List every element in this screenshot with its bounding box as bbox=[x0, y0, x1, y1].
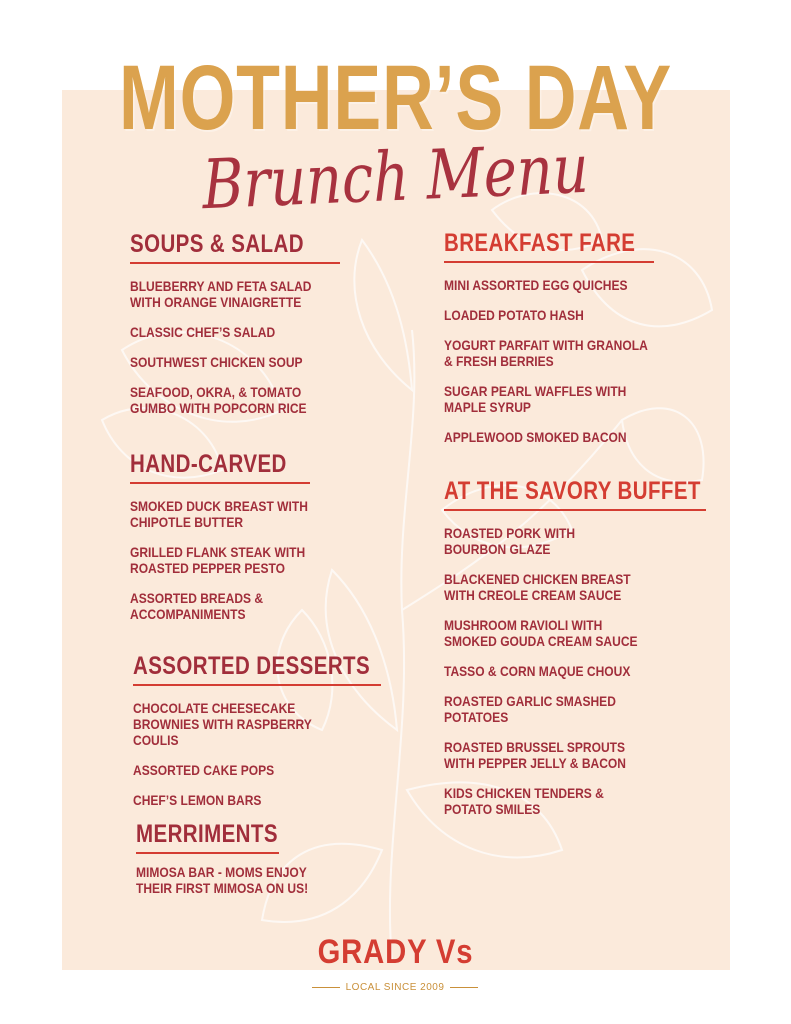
section-soups-salad bbox=[130, 230, 342, 430]
menu-item-line: SEAFOOD, OKRA, & TOMATO bbox=[130, 384, 302, 400]
menu-item-line: LOADED POTATO HASH bbox=[444, 307, 584, 323]
tagline-text: LOCAL SINCE 2009 bbox=[345, 982, 445, 993]
section-heading: ASSORTED DESSERTS bbox=[133, 652, 371, 680]
section-assorted-desserts bbox=[133, 652, 383, 822]
menu-item-line: ROASTED GARLIC SMASHED bbox=[444, 693, 616, 709]
menu-item bbox=[133, 792, 348, 808]
menu-item-line: GRILLED FLANK STEAK WITH bbox=[130, 544, 306, 560]
menu-item-line: POTATOES bbox=[444, 709, 509, 725]
menu-item-line: SOUTHWEST CHICKEN SOUP bbox=[130, 354, 303, 370]
menu-item bbox=[444, 337, 648, 369]
menu-item bbox=[444, 525, 671, 557]
menu-item-line: WITH PEPPER JELLY & BACON bbox=[444, 755, 626, 771]
menu-item-line: ROASTED PORK WITH bbox=[444, 525, 576, 541]
tagline-rule-left bbox=[312, 987, 340, 988]
restaurant-tagline bbox=[312, 982, 478, 993]
section-heading: SOUPS & SALAD bbox=[130, 230, 304, 258]
menu-item-line: GUMBO WITH POPCORN RICE bbox=[130, 400, 307, 416]
menu-item-line: APPLEWOOD SMOKED BACON bbox=[444, 429, 627, 445]
section-heading: MERRIMENTS bbox=[136, 820, 278, 848]
menu-item-line: ROASTED BRUSSEL SPROUTS bbox=[444, 739, 626, 755]
menu-item-line: BROWNIES WITH RASPBERRY bbox=[133, 716, 312, 732]
menu-item bbox=[130, 590, 287, 622]
section-divider bbox=[444, 509, 706, 511]
section-hand-carved bbox=[130, 450, 312, 636]
section-heading: HAND-CARVED bbox=[130, 450, 287, 478]
section-heading: AT THE SAVORY BUFFET bbox=[444, 477, 701, 505]
menu-item bbox=[444, 617, 671, 649]
menu-item-line: CLASSIC CHEF’S SALAD bbox=[130, 324, 276, 340]
menu-item-line: ASSORTED BREADS & bbox=[130, 590, 264, 606]
menu-item-line: BOURBON GLAZE bbox=[444, 541, 551, 557]
menu-item-line: MIMOSA BAR - MOMS ENJOY bbox=[136, 864, 307, 880]
section-merriments bbox=[136, 820, 309, 910]
menu-item bbox=[130, 354, 312, 370]
menu-item-line: CHOCOLATE CHEESECAKE bbox=[133, 700, 296, 716]
page-subtitle: Brunch Menu bbox=[201, 129, 590, 226]
menu-item bbox=[130, 498, 308, 530]
menu-item-line: SMOKED GOUDA CREAM SAUCE bbox=[444, 633, 638, 649]
section-divider bbox=[136, 852, 279, 854]
menu-item-line: ACCOMPANIMENTS bbox=[130, 606, 246, 622]
menu-item bbox=[444, 739, 671, 771]
menu-item-line: COULIS bbox=[133, 732, 179, 748]
menu-item bbox=[444, 383, 626, 415]
menu-item-line: THEIR FIRST MIMOSA ON US! bbox=[136, 880, 309, 896]
menu-item bbox=[130, 278, 312, 310]
menu-item-line: KIDS CHICKEN TENDERS & bbox=[444, 785, 604, 801]
section-divider bbox=[133, 684, 381, 686]
tagline-rule-right bbox=[450, 987, 478, 988]
menu-item-line: & FRESH BERRIES bbox=[444, 353, 554, 369]
menu-item-line: SMOKED DUCK BREAST WITH bbox=[130, 498, 308, 514]
menu-item bbox=[444, 785, 671, 817]
menu-item bbox=[444, 277, 626, 293]
menu-item-line: WITH ORANGE VINAIGRETTE bbox=[130, 294, 302, 310]
restaurant-logo: GRADY Vs bbox=[317, 933, 474, 971]
menu-item bbox=[444, 693, 671, 725]
menu-item-line: ROASTED PEPPER PESTO bbox=[130, 560, 286, 576]
menu-item-line: CHEF’S LEMON BARS bbox=[133, 792, 262, 808]
menu-item-line: ASSORTED CAKE POPS bbox=[133, 762, 275, 778]
menu-item-line: TASSO & CORN MAQUE CHOUX bbox=[444, 663, 631, 679]
menu-item-line: SUGAR PEARL WAFFLES WITH bbox=[444, 383, 627, 399]
section-divider bbox=[130, 262, 340, 264]
menu-item bbox=[130, 544, 306, 576]
menu-item-line: MAPLE SYRUP bbox=[444, 399, 531, 415]
menu-item bbox=[130, 384, 312, 416]
menu-item bbox=[133, 700, 348, 748]
menu-item-line: BLUEBERRY AND FETA SALAD bbox=[130, 278, 312, 294]
menu-item-line: BLACKENED CHICKEN BREAST bbox=[444, 571, 631, 587]
menu-item bbox=[133, 762, 348, 778]
menu-item bbox=[444, 663, 671, 679]
menu-item-line: MUSHROOM RAVIOLI WITH bbox=[444, 617, 603, 633]
menu-item bbox=[444, 429, 626, 445]
section-divider bbox=[444, 261, 654, 263]
page-title: MOTHER’S DAY bbox=[119, 47, 672, 149]
menu-item bbox=[444, 307, 626, 323]
section-divider bbox=[130, 482, 310, 484]
menu-item-line: POTATO SMILES bbox=[444, 801, 541, 817]
menu-item-line: CHIPOTLE BUTTER bbox=[130, 514, 244, 530]
menu-item-line: MINI ASSORTED EGG QUICHES bbox=[444, 277, 628, 293]
menu-item bbox=[130, 324, 312, 340]
menu-item bbox=[444, 571, 671, 603]
section-breakfast-fare bbox=[444, 229, 656, 459]
menu-item-line: WITH CREOLE CREAM SAUCE bbox=[444, 587, 622, 603]
section-heading: BREAKFAST FARE bbox=[444, 229, 636, 257]
menu-item bbox=[136, 864, 309, 896]
section-savory-buffet bbox=[444, 477, 708, 831]
menu-item-line: YOGURT PARFAIT WITH GRANOLA bbox=[444, 337, 648, 353]
